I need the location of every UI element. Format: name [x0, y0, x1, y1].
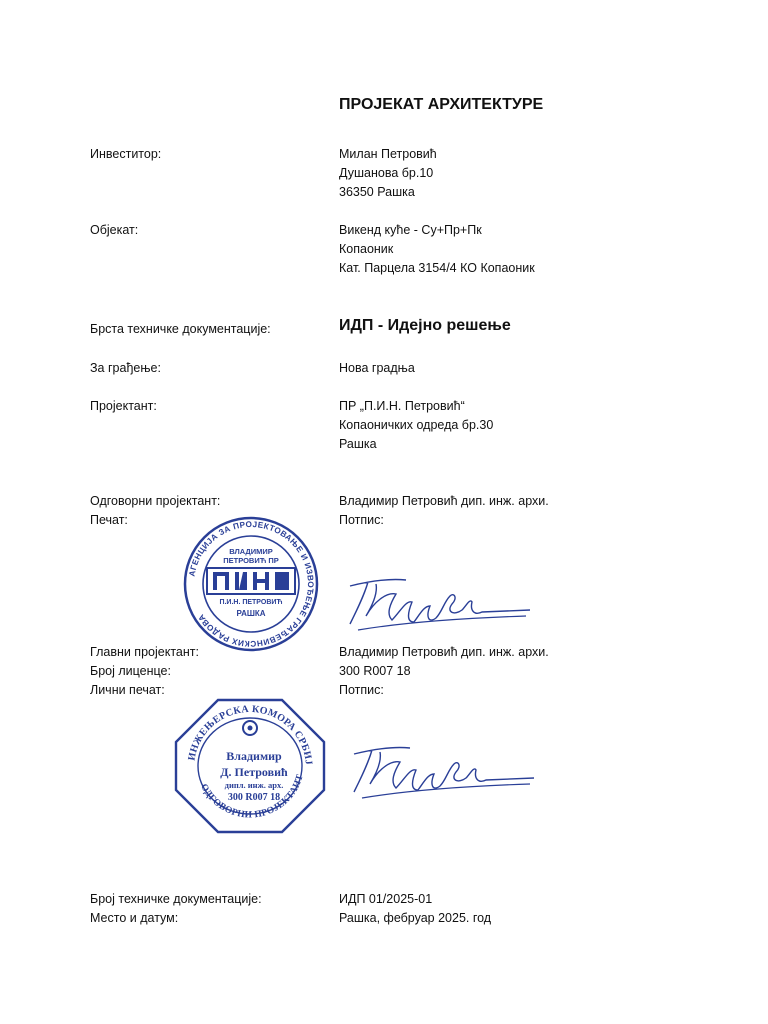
signature-1	[346, 572, 536, 632]
tech-doc-label: Број техничке документације:	[90, 892, 262, 906]
place-date-label: Место и датум:	[90, 911, 179, 925]
doc-type-value: ИДП - Идејно решење	[339, 317, 511, 334]
chamber-name-1: Владимир	[226, 749, 282, 763]
designer-line-3: Рашка	[339, 437, 377, 451]
stamp-label: Печат:	[90, 513, 128, 527]
gear-icon	[243, 721, 257, 735]
seal-line-2: ПЕТРОВИЋ ПР	[223, 556, 279, 565]
doc-type-label: Брста техничке документације:	[90, 322, 271, 336]
signature-label: Потпис:	[339, 513, 384, 527]
object-line-2: Копаоник	[339, 242, 394, 256]
seal-line-1: ВЛАДИМИР	[229, 547, 273, 556]
construction-value: Нова градња	[339, 361, 415, 375]
company-seal-stamp	[183, 516, 319, 652]
chief-value: Владимир Петровић дип. инж. архи.	[339, 645, 549, 659]
designer-line-1: ПР „П.И.Н. Петровић“	[339, 399, 465, 413]
chamber-title: дипл. инж. арх.	[224, 780, 284, 790]
chief-label: Главни пројектант:	[90, 645, 199, 659]
responsible-value: Владимир Петровић дип. инж. архи.	[339, 494, 549, 508]
license-value: 300 R007 18	[339, 664, 411, 678]
pin-logo-icon	[207, 568, 295, 594]
chamber-ring-text: ИНЖЕЊЕРСКА КОМОРА СРБИЈЕ	[170, 690, 314, 766]
chamber-bottom-text: ОДГОВОРНИ ПРОЈЕКТАНТ	[198, 773, 306, 821]
signature-2	[350, 740, 540, 800]
signature-label-2: Потпис:	[339, 683, 384, 697]
seal-line-3: П.И.Н. ПЕТРОВИЋ	[219, 599, 283, 606]
construction-label: За грађење:	[90, 361, 161, 375]
personal-stamp-label: Лични печат:	[90, 683, 165, 697]
engineering-chamber-stamp	[170, 690, 326, 834]
investor-label: Инвеститор:	[90, 147, 162, 161]
license-label: Број лиценце:	[90, 664, 171, 678]
place-date-value: Рашка, фебруар 2025. год	[339, 911, 492, 925]
page-title: ПРОЈЕКАТ АРХИТЕКТУРЕ	[339, 96, 544, 113]
investor-city: 36350 Рашка	[339, 185, 415, 199]
investor-address: Душанова бр.10	[339, 166, 434, 180]
seal-line-4: РАШКА	[236, 609, 266, 618]
designer-line-2: Копаоничких одреда бр.30	[339, 418, 494, 432]
object-line-3: Кат. Парцела 3154/4 КО Копаоник	[339, 261, 535, 275]
responsible-label: Одговорни пројектант:	[90, 494, 221, 508]
chamber-name-2: Д. Петровић	[220, 765, 288, 779]
seal-ring-text: АГЕНЦИЈА ЗА ПРОЈЕКТОВАЊЕ И ИЗВОЂЕЊЕ ГРАЂЕВИНСКИХ РАДОВА	[187, 519, 316, 649]
tech-doc-value: ИДП 01/2025-01	[339, 892, 433, 906]
designer-label: Пројектант:	[90, 399, 157, 413]
object-line-1: Викенд куће - Су+Пр+Пк	[339, 223, 482, 237]
investor-name: Милан Петровић	[339, 147, 437, 161]
chamber-number: 300 R007 18	[227, 792, 281, 803]
object-label: Објекат:	[90, 223, 139, 237]
